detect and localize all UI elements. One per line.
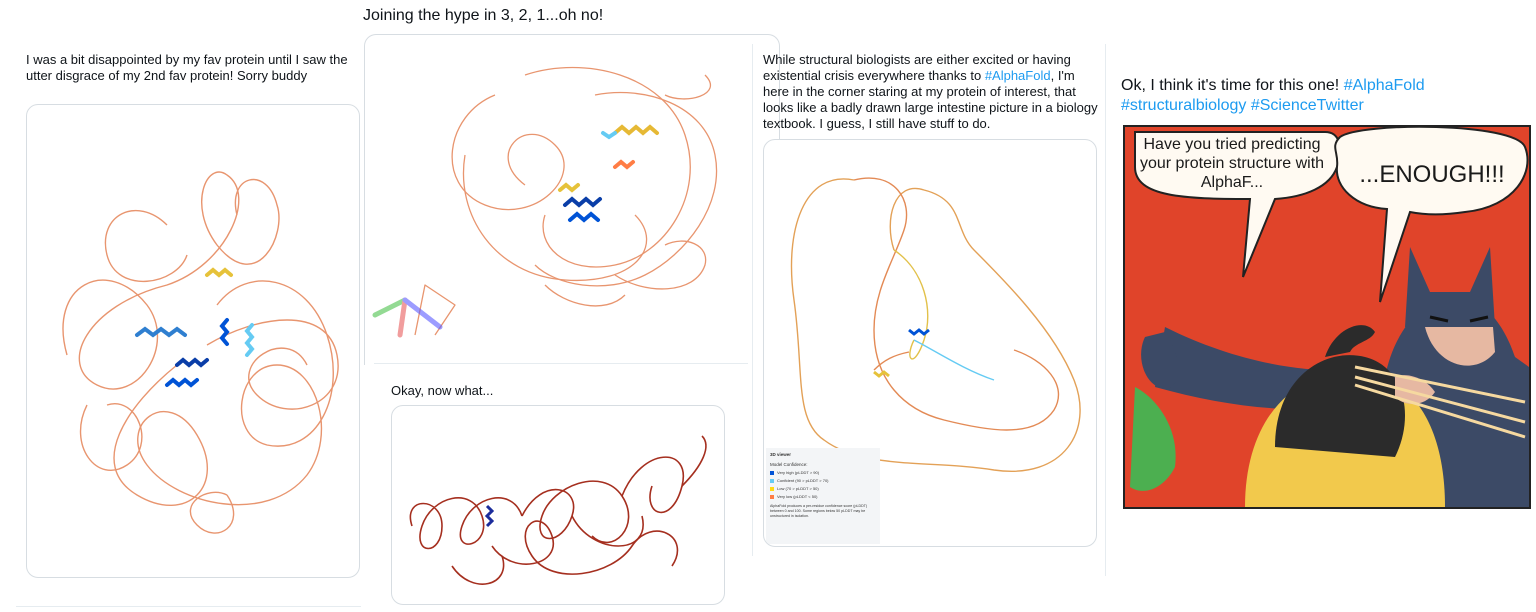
tweet-2-text: Joining the hype in 3, 2, 1...oh no! xyxy=(363,7,604,24)
legend-very-high: Very high (pLDDT > 90) xyxy=(770,470,876,476)
tweet-3-protein-image[interactable] xyxy=(763,139,1097,547)
tweet-3-text xyxy=(763,52,1098,132)
hashtag-alphafold-link-2[interactable]: #AlphaFold xyxy=(1343,77,1425,94)
batman-slap-meme[interactable] xyxy=(1123,125,1531,509)
meme-left-bubble-text: Have you tried predicting your protein structure with AlphaF... xyxy=(1139,136,1325,191)
tweet-2-protein-image[interactable] xyxy=(364,34,780,365)
tweet-1-protein-image[interactable] xyxy=(26,104,360,578)
tweet-1-text: I was a bit disappointed by my fav protein until I saw the utter disgrace of my 2nd fav protein! Sorry buddy xyxy=(26,52,348,83)
legend-low: Low (70 > pLDDT > 50) xyxy=(770,486,876,492)
protein-structure-3 xyxy=(392,406,724,604)
tweet-2-quoted-text: Okay, now what... xyxy=(391,383,494,398)
tweet-4-text xyxy=(1121,76,1521,116)
hashtag-sciencetwitter-link[interactable]: #ScienceTwitter xyxy=(1250,97,1364,114)
protein-structure-2 xyxy=(365,35,779,365)
viewer-title: 3D viewer xyxy=(770,452,792,457)
legend-confident: Confident (90 > pLDDT > 70) xyxy=(770,478,876,484)
alphafold-viewer-legend xyxy=(766,448,880,544)
tweet-3-text-before: While structural biologists are either excited or having existential crisis everywhere thanks to xyxy=(763,52,1071,83)
model-confidence-label: Model Confidence: xyxy=(770,462,808,467)
protein-structure-1 xyxy=(27,105,359,577)
tweet-2-quoted-protein-image[interactable] xyxy=(391,405,725,605)
tweet-3-text-after: , I'm here in the corner staring at my protein of interest, that looks like a badly drawn large intestine picture in a biology textbook. I guess, I still have stuff to do. xyxy=(763,68,1098,131)
hashtag-alphafold-link[interactable]: #AlphaFold xyxy=(984,68,1051,83)
hashtag-structuralbiology-link[interactable]: #structuralbiology xyxy=(1121,97,1247,114)
legend-very-low: Very low (pLDDT < 50) xyxy=(770,494,876,500)
viewer-note: AlphaFold produces a per-residue confidence score (pLDDT) between 0 and 100. Some regions below 50 pLDDT may be unstructured in isolation. xyxy=(770,504,868,518)
meme-right-bubble-text: ...ENOUGH!!! xyxy=(1359,161,1505,188)
tweet-4-text-body: Ok, I think it's time for this one! xyxy=(1121,77,1340,94)
